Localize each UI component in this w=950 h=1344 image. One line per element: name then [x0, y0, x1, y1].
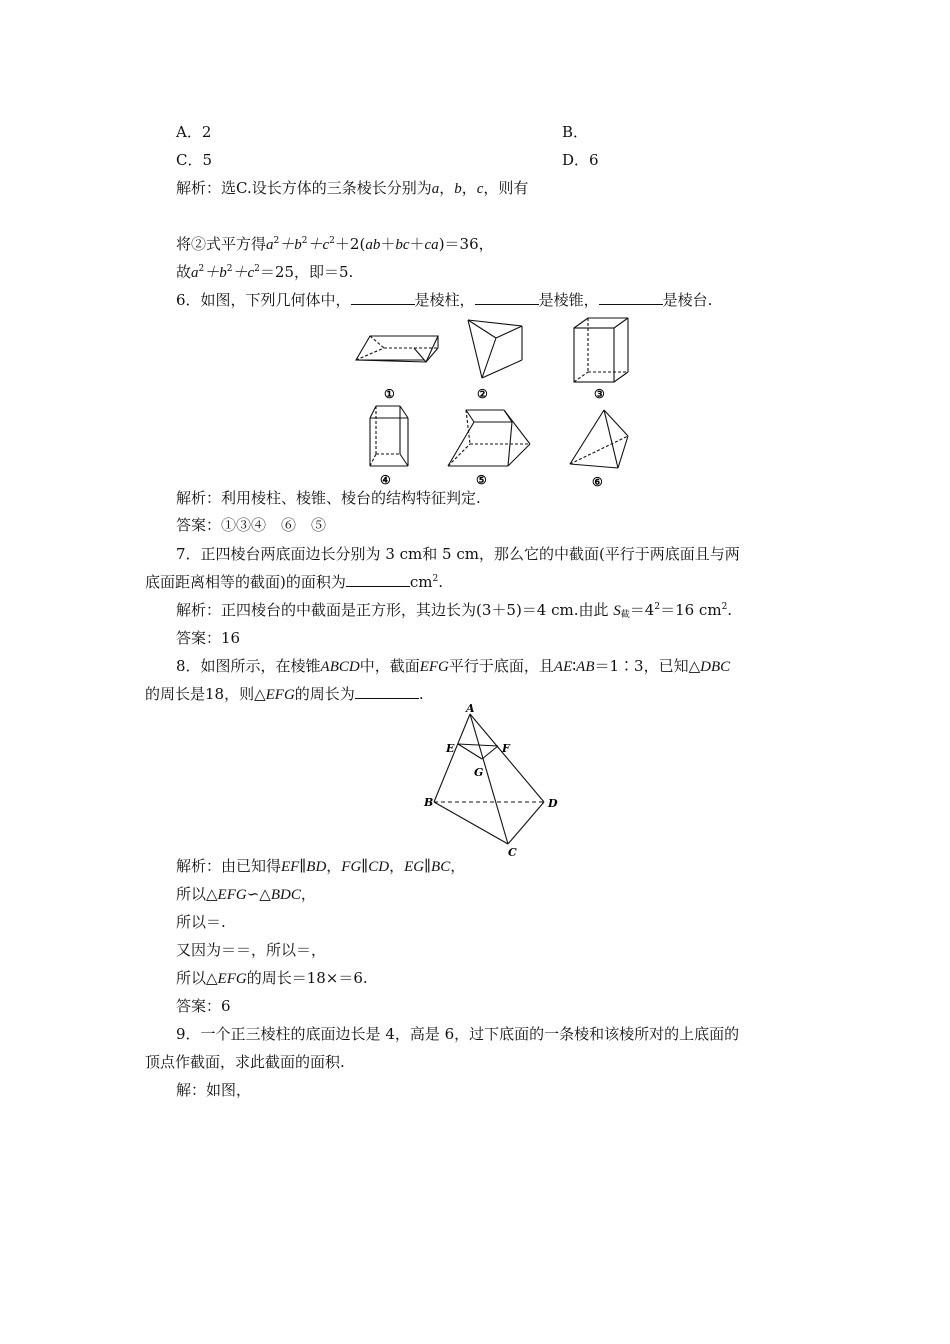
q6-answer: 答案：①③④ ⑥ ⑤: [176, 516, 327, 534]
v: CD: [368, 859, 390, 875]
step2-prefix: 故: [176, 263, 192, 281]
q8-analysis-2: [176, 884, 316, 905]
unit: cm: [409, 573, 433, 591]
exponent: 2: [198, 264, 205, 274]
period: .: [438, 573, 443, 591]
vertex-f: F: [502, 742, 510, 755]
q6-text-c: 是棱锥，: [538, 291, 599, 309]
option-b: B．: [562, 123, 589, 141]
v: AE: [553, 659, 573, 675]
v: BDC: [270, 887, 301, 903]
period: .: [418, 685, 424, 703]
q8-line2: [145, 684, 424, 705]
q8-analysis-5: [176, 968, 368, 989]
label-2: ②: [477, 387, 488, 401]
blank-frustum: [599, 290, 663, 305]
v: EF: [281, 859, 300, 875]
parallel: ∥: [424, 857, 432, 875]
v: EG: [404, 859, 425, 875]
label-5: ⑤: [476, 473, 487, 487]
vertex-a: A: [466, 702, 475, 715]
q9-solution: 解：如图，: [176, 1081, 252, 1099]
t: 所以△: [176, 969, 218, 987]
term-a: a: [191, 265, 199, 281]
v: FG: [341, 859, 362, 875]
figure-2: [462, 316, 528, 402]
var-a: a: [431, 181, 440, 197]
figure-4: [362, 402, 418, 488]
step2-end: ＝25，即＝5.: [259, 263, 354, 281]
pyramid-figure: [420, 702, 570, 859]
t: ∶: [572, 657, 577, 675]
vertex-b: B: [424, 796, 434, 809]
q7-analysis-text: 解析：正四棱台的中截面是正方形，其边长为(3＋5)＝4 cm.由此: [176, 601, 609, 619]
t: 所以△: [176, 885, 218, 903]
q6-analysis: 解析：利用棱柱、棱锥、棱台的结构特征判定.: [176, 489, 481, 507]
exponent: 2: [226, 264, 233, 274]
step1-end: )＝36，: [438, 235, 494, 253]
option-d: D．6: [562, 151, 599, 169]
t: ，: [450, 857, 466, 875]
q8-answer: 答案：6: [176, 997, 231, 1015]
parallel: ∥: [361, 857, 369, 875]
t: 中，截面: [359, 657, 420, 675]
label-1: ①: [384, 387, 395, 401]
q8-analysis-3: 所以＝.: [176, 913, 226, 931]
var-b: b: [454, 181, 462, 197]
vertex-e: E: [446, 742, 455, 755]
q5-step2: [176, 262, 353, 283]
v: DBC: [700, 659, 731, 675]
vertex-g: G: [474, 766, 484, 779]
term-b: ＋b: [279, 237, 302, 253]
v: EFG: [265, 687, 295, 703]
figure-3: [568, 316, 634, 402]
label-6: ⑥: [592, 475, 603, 489]
blank-pyramid: [475, 290, 539, 305]
blank-prism: [351, 290, 415, 305]
v: AB: [576, 659, 595, 675]
t: ＝1∶3，已知△: [594, 657, 701, 675]
option-c: C．5: [176, 151, 213, 169]
term-ca: ca: [424, 237, 439, 253]
q8-analysis-1: [176, 856, 465, 877]
v: ABCD: [320, 659, 360, 675]
exponent: 2: [721, 602, 728, 612]
blank-perimeter: [355, 684, 419, 699]
step1-prefix: 将②式平方得: [176, 235, 267, 253]
q6-text-a: 6．如图，下列几何体中，: [176, 291, 351, 309]
t: 的周长为: [294, 685, 355, 703]
q5-analysis: [176, 178, 528, 199]
separator: ，: [439, 179, 455, 197]
result: ＝16 cm: [660, 601, 722, 619]
q7-analysis: [176, 600, 732, 621]
q5-step1: [176, 234, 494, 255]
subscript: 截: [620, 610, 630, 620]
term-c: ＋c: [307, 237, 330, 253]
q9-line2: 顶点作截面，求此截面的面积.: [145, 1053, 345, 1071]
t: 解析：由已知得: [176, 857, 282, 875]
var-c: c: [476, 181, 484, 197]
q8-line1: [176, 656, 730, 677]
eq: ＝4: [629, 601, 655, 619]
vertex-d: D: [548, 797, 558, 810]
vertex-c: C: [508, 846, 517, 859]
q8-analysis-4: 又因为＝＝，所以＝，: [176, 941, 327, 959]
term-2: ＋2(: [334, 235, 366, 253]
q9-line1: 9．一个正三棱柱的底面边长是 4，高是 6，过下底面的一条棱和该棱所对的上底面的: [176, 1025, 740, 1043]
q5-analysis-prefix: 解析：选C.设长方体的三条棱长分别为: [176, 179, 432, 197]
q7-answer: 答案：16: [176, 629, 241, 647]
t: ，: [326, 857, 342, 875]
plus: ＋: [409, 235, 425, 253]
q7-line1: 7．正四棱台两底面边长分别为 3 cm和 5 cm，那么它的中截面(平行于两底面且与两: [176, 545, 740, 563]
q6-text-d: 是棱台.: [662, 291, 713, 309]
exponent: 2: [329, 236, 335, 246]
exponent: 2: [432, 574, 439, 584]
t: 的周长是18，则△: [145, 685, 266, 703]
plus: ＋: [380, 235, 396, 253]
q6-question: [176, 290, 712, 310]
var-s: S: [613, 603, 621, 619]
t: ∽△: [246, 885, 271, 903]
v: EFG: [419, 659, 449, 675]
t: ，: [389, 857, 405, 875]
v: EFG: [217, 971, 247, 987]
term-bc: bc: [395, 237, 410, 253]
exponent: 2: [254, 264, 260, 274]
term-ab: ab: [365, 237, 381, 253]
q7-line2-text: 底面距离相等的截面)的面积为: [145, 573, 346, 591]
v: BD: [306, 859, 327, 875]
exponent: 2: [301, 236, 308, 246]
figure-1: [350, 326, 446, 402]
t: 的周长＝18×＝6.: [246, 969, 368, 987]
v: EFG: [217, 887, 247, 903]
period: .: [727, 601, 733, 619]
figure-6: [564, 406, 634, 490]
exponent: 2: [273, 236, 280, 246]
t: 平行于底面，且: [448, 657, 554, 675]
blank-area: [346, 572, 410, 587]
label-4: ④: [380, 473, 391, 487]
q6-text-b: 是棱柱，: [414, 291, 475, 309]
separator: ，: [461, 179, 477, 197]
option-a: A．2: [176, 123, 212, 141]
q5-analysis-suffix: ，则有: [483, 179, 529, 197]
figure-5: [446, 404, 536, 488]
term-c: ＋c: [232, 265, 255, 281]
t: ，: [300, 885, 316, 903]
exponent: 2: [654, 602, 661, 612]
label-3: ③: [594, 387, 605, 401]
term-b: ＋b: [204, 265, 227, 281]
term-a: a: [266, 237, 274, 253]
parallel: ∥: [299, 857, 307, 875]
t: 8．如图所示，在棱锥: [176, 657, 321, 675]
v: BC: [431, 859, 451, 875]
q7-line2: [145, 572, 443, 592]
